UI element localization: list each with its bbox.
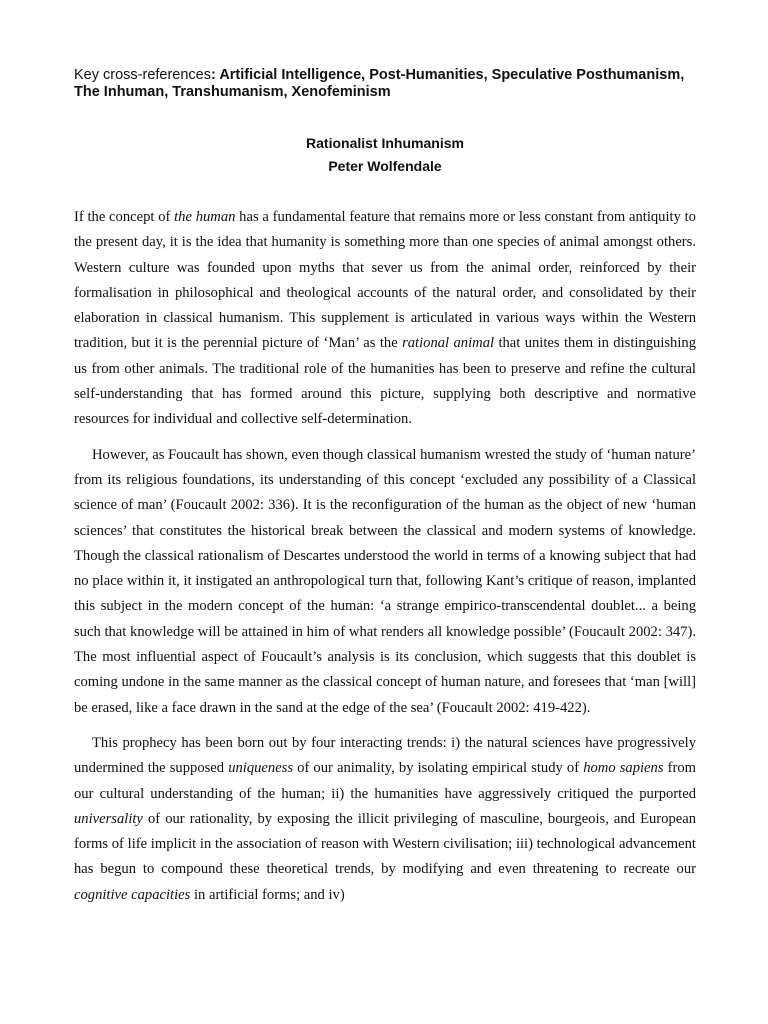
paragraph-1-text: that unites them in distinguishing us from other animals. The traditional role of the humanities has been to preserve and refine the cultural self-understanding that has formed around this picture, supplying both descriptive and normative resources for individual and collective self-determination. bbox=[74, 335, 696, 428]
paragraph-3-text: of our animality, by isolating empirical study of bbox=[293, 760, 584, 777]
paragraph-3-emphasis: homo sapiens bbox=[583, 760, 664, 777]
paragraph-2-text: However, as Foucault has shown, even though classical humanism wrested the study of ‘human nature’ from its religious foundations, its understanding of this concept ‘excluded any possibility of a Classical science of man’ (Foucault 2002: 336). It is the reconfiguration of the human as the object of new ‘human sciences’ that constitutes the historical break between the classical and modern systems of knowledge. Though the classical rationalism of Descartes understood the world in terms of a knowing subject that had no place within it, it instigated an anthropological turn that, following Kant’s critique of reason, implanted this subject in the modern concept of the human: ‘a strange empirico-transcendental doublet... a being such that knowledge will be attained in him of what renders all knowledge possible’ (Foucault 2002: 347). The most influential aspect of Foucault’s analysis is its conclusion, which suggests that this doublet is coming undone in the same manner as the classical concept of human nature, and foresees that ‘man [will] be erased, like a face drawn in the sand at the edge of the sea’ (Foucault 2002: 419-422). bbox=[74, 446, 696, 716]
paragraph-3-text: from our cultural understanding of the human; ii) the humanities have aggressively critiqued the purported bbox=[74, 760, 696, 802]
article-title: Rationalist Inhumanism bbox=[306, 135, 464, 151]
paragraph-1 bbox=[74, 205, 696, 433]
paragraph-3-emphasis: cognitive capacities bbox=[74, 886, 191, 903]
cross-references bbox=[74, 67, 696, 101]
document-page bbox=[74, 0, 696, 1024]
paragraph-1-emphasis: rational animal bbox=[402, 335, 495, 352]
paragraph-3-text: in artificial forms; and iv) bbox=[190, 886, 345, 903]
paragraph-1-text: If the concept of bbox=[74, 209, 175, 225]
cross-references-list: : Artificial Intelligence, Post-Humanities, Speculative Posthumanism, The Inhuman, Transhumanism, Xenofeminism bbox=[74, 67, 685, 100]
cross-references-label: Key cross-references bbox=[74, 67, 211, 83]
paragraph-1-emphasis: the human bbox=[174, 209, 236, 225]
paragraph-3-text: This prophecy has been born out by four interacting trends: i) the natural sciences have progressively undermined the supposed bbox=[74, 734, 696, 777]
paragraph-1-text: has a fundamental feature that remains more or less constant from antiquity to the present day, it is the idea that humanity is something more than one species of animal amongst others. Western culture was founded upon myths that sever us from the animal order, reinforced by their formalisation in philosophical and theological accounts of the natural order, and consolidated by their elaboration in classical humanism. This supplement is articulated in various ways within the Western tradition, but it is the perennial picture of ‘Man’ as the bbox=[74, 209, 696, 352]
article-body bbox=[74, 205, 696, 918]
paragraph-3-text: of our rationality, by exposing the illicit privileging of masculine, bourgeois, and European forms of life implicit in the association of reason with Western civilisation; iii) technological advancement has begun to compound these theoretical trends, by modifying and even threatening to recreate our bbox=[74, 810, 696, 878]
paragraph-2 bbox=[74, 443, 696, 721]
article-author: Peter Wolfendale bbox=[328, 158, 442, 174]
paragraph-3-emphasis: universality bbox=[74, 810, 143, 827]
paragraph-3-emphasis: uniqueness bbox=[228, 760, 294, 777]
title-block bbox=[74, 132, 696, 178]
paragraph-3 bbox=[74, 731, 696, 908]
